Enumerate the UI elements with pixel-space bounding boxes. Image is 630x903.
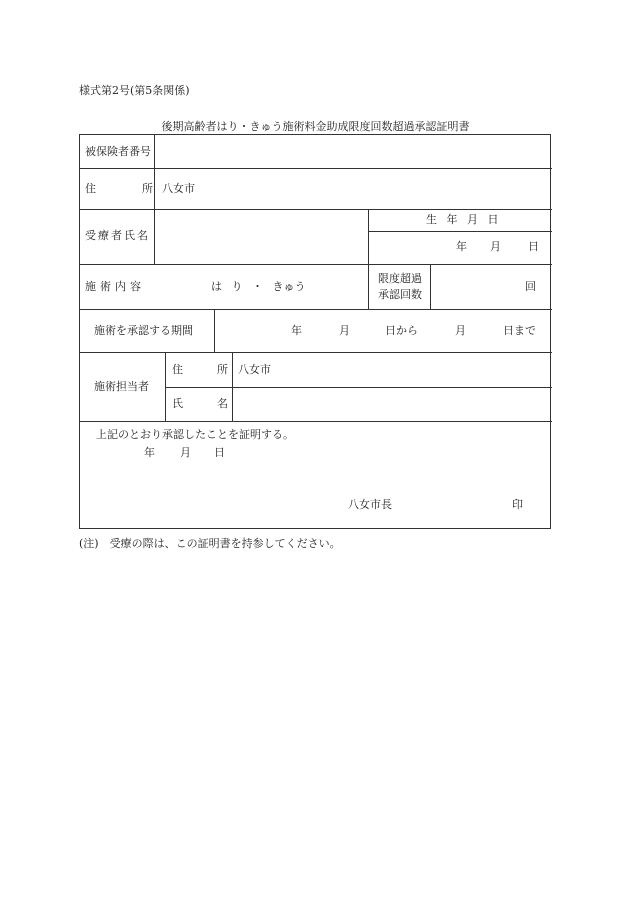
birth-day-unit: 日 bbox=[528, 240, 539, 253]
birth-month-unit: 月 bbox=[490, 240, 501, 253]
limit-count-unit: 回 bbox=[525, 280, 536, 293]
practitioner-label: 施術担当者 bbox=[94, 380, 149, 393]
period-label: 施術を承認する期間 bbox=[94, 324, 193, 337]
row-divider bbox=[80, 309, 552, 310]
limit-label-line2: 承認回数 bbox=[378, 288, 422, 301]
row-divider bbox=[80, 209, 552, 210]
column-divider bbox=[165, 352, 166, 421]
practitioner-address-a: 住 bbox=[172, 363, 183, 376]
period-month2-unit: 月 bbox=[455, 324, 466, 337]
certificate-form bbox=[79, 134, 551, 529]
column-divider bbox=[368, 209, 369, 264]
treatment-label: 施術内容 bbox=[85, 280, 145, 293]
row-divider bbox=[80, 168, 552, 169]
mayor-title: 八女市長 bbox=[348, 498, 392, 511]
birth-year-unit: 年 bbox=[456, 240, 467, 253]
form-number: 様式第2号(第5条関係) bbox=[79, 84, 190, 97]
certification-year-unit: 年 bbox=[144, 446, 155, 459]
treatment-value: は り ・ きゅう bbox=[211, 280, 306, 293]
practitioner-address-b: 所 bbox=[217, 363, 228, 376]
birth-date-label: 生 年 月 日 bbox=[426, 213, 502, 226]
practitioner-address-value[interactable]: 八女市 bbox=[238, 363, 271, 376]
column-divider bbox=[154, 135, 155, 264]
address-label-a: 住 bbox=[85, 182, 96, 195]
practitioner-name-a: 氏 bbox=[172, 397, 183, 410]
row-divider bbox=[165, 387, 552, 388]
address-label-b: 所 bbox=[142, 182, 153, 195]
period-until: 日まで bbox=[503, 324, 536, 337]
row-divider bbox=[80, 421, 552, 422]
row-divider bbox=[80, 352, 552, 353]
certification-statement: 上記のとおり承認したことを証明する。 bbox=[96, 428, 294, 441]
period-month-unit: 月 bbox=[339, 324, 350, 337]
row-divider bbox=[368, 231, 552, 232]
certification-month-unit: 月 bbox=[180, 446, 191, 459]
limit-label-line1: 限度超過 bbox=[378, 272, 422, 285]
column-divider bbox=[430, 264, 431, 309]
seal-mark: 印 bbox=[512, 498, 523, 511]
footer-note: (注) 受療の際は、この証明書を持参してください。 bbox=[79, 537, 341, 550]
column-divider bbox=[232, 352, 233, 421]
row-divider bbox=[80, 264, 552, 265]
insured-number-label: 被保険者番号 bbox=[85, 145, 151, 158]
period-from: 日から bbox=[385, 324, 418, 337]
column-divider bbox=[214, 309, 215, 352]
form-title: 後期高齢者はり・きゅう施術料金助成限度回数超過承認証明書 bbox=[161, 120, 470, 133]
certification-day-unit: 日 bbox=[214, 446, 225, 459]
patient-name-label: 受療者氏名 bbox=[85, 229, 150, 242]
column-divider bbox=[368, 264, 369, 309]
address-value[interactable]: 八女市 bbox=[162, 182, 195, 195]
practitioner-name-b: 名 bbox=[217, 397, 228, 410]
period-year-unit: 年 bbox=[291, 324, 302, 337]
